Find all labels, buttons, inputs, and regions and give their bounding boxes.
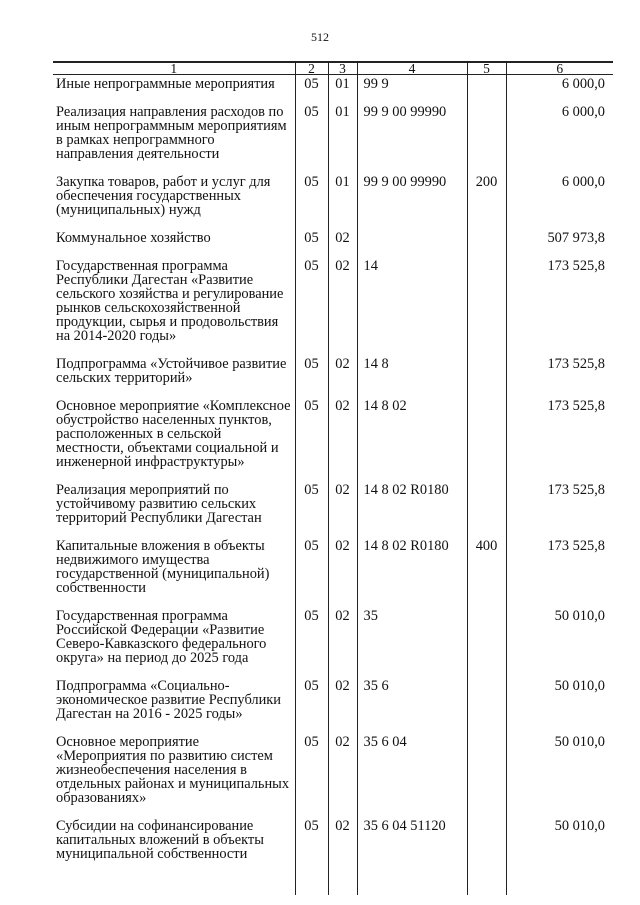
row-subsection: 01 (328, 101, 357, 171)
row-expense-type (467, 675, 506, 731)
table-header-row (53, 62, 613, 75)
row-name: Подпрограмма «Социально-экономическое развитие Республики Дагестан на 2016 - 2025 годы» (56, 678, 281, 722)
spacer-cell (467, 871, 506, 895)
row-target-article: 35 (357, 605, 467, 675)
row-amount: 6 000,0 (506, 75, 613, 102)
row-amount: 50 010,0 (506, 731, 613, 815)
row-amount: 173 525,8 (506, 395, 613, 479)
header-col-6: 6 (506, 62, 613, 75)
table-row (53, 731, 613, 815)
row-amount: 507 973,8 (506, 227, 613, 255)
table-row (53, 353, 613, 395)
row-name: Капитальные вложения в объекты недвижимого имущества государственной (муниципальной) собственности (56, 538, 270, 596)
row-subsection: 01 (328, 171, 357, 227)
row-target-article (357, 227, 467, 255)
table-continuation-space (53, 871, 613, 895)
table-row (53, 535, 613, 605)
row-name: Государственная программа Российской Федерации «Развитие Северо-Кавказского федерального округа» на период до 2025 года (56, 608, 267, 666)
row-section: 05 (295, 731, 328, 815)
row-section: 05 (295, 395, 328, 479)
row-name: Коммунальное хозяйство (56, 230, 211, 246)
table-row (53, 479, 613, 535)
row-amount: 6 000,0 (506, 101, 613, 171)
row-name: Подпрограмма «Устойчивое развитие сельских территорий» (56, 356, 287, 386)
row-section: 05 (295, 255, 328, 353)
row-name: Закупка товаров, работ и услуг для обеспечения государственных (муниципальных) нужд (56, 174, 271, 218)
row-subsection: 02 (328, 479, 357, 535)
row-subsection: 02 (328, 731, 357, 815)
row-expense-type: 400 (467, 535, 506, 605)
row-target-article: 99 9 00 99990 (357, 101, 467, 171)
row-section: 05 (295, 101, 328, 171)
row-expense-type (467, 101, 506, 171)
row-section: 05 (295, 605, 328, 675)
row-expense-type (467, 395, 506, 479)
row-section: 05 (295, 227, 328, 255)
spacer-cell (328, 871, 357, 895)
row-amount: 173 525,8 (506, 535, 613, 605)
row-expense-type (467, 255, 506, 353)
row-amount: 173 525,8 (506, 479, 613, 535)
row-expense-type (467, 227, 506, 255)
header-col-1: 1 (53, 62, 295, 75)
row-target-article: 35 6 (357, 675, 467, 731)
header-col-5: 5 (467, 62, 506, 75)
row-expense-type (467, 353, 506, 395)
row-target-article: 14 8 02 (357, 395, 467, 479)
row-subsection: 02 (328, 605, 357, 675)
row-amount: 6 000,0 (506, 171, 613, 227)
spacer-cell (53, 871, 295, 895)
row-target-article: 99 9 00 99990 (357, 171, 467, 227)
row-target-article: 14 8 (357, 353, 467, 395)
row-section: 05 (295, 75, 328, 102)
row-amount: 50 010,0 (506, 815, 613, 871)
row-expense-type (467, 815, 506, 871)
spacer-cell (506, 871, 613, 895)
row-target-article: 14 8 02 R0180 (357, 535, 467, 605)
row-target-article: 14 8 02 R0180 (357, 479, 467, 535)
row-target-article: 35 6 04 51120 (357, 815, 467, 871)
table-row (53, 815, 613, 871)
row-target-article: 14 (357, 255, 467, 353)
row-section: 05 (295, 353, 328, 395)
row-name: Реализация мероприятий по устойчивому развитию сельских территорий Республики Дагестан (56, 482, 262, 526)
row-section: 05 (295, 535, 328, 605)
row-target-article: 99 9 (357, 75, 467, 102)
row-name: Основное мероприятие «Комплексное обустройство населенных пунктов, расположенных в сельской местности, объектами социальной и инженерной инфраструктуры» (56, 398, 291, 470)
row-section: 05 (295, 479, 328, 535)
row-expense-type (467, 479, 506, 535)
row-subsection: 01 (328, 75, 357, 102)
row-amount: 173 525,8 (506, 255, 613, 353)
header-col-2: 2 (295, 62, 328, 75)
row-subsection: 02 (328, 395, 357, 479)
row-expense-type (467, 605, 506, 675)
row-expense-type (467, 731, 506, 815)
table-row (53, 227, 613, 255)
table-row (53, 101, 613, 171)
budget-table (53, 61, 613, 895)
row-subsection: 02 (328, 535, 357, 605)
row-name: Основное мероприятие «Мероприятия по развитию систем жизнеобеспечения населения в отдельных районах и муниципальных образованиях» (56, 734, 290, 806)
row-amount: 50 010,0 (506, 675, 613, 731)
table-row (53, 75, 613, 102)
row-subsection: 02 (328, 815, 357, 871)
table-row (53, 675, 613, 731)
row-section: 05 (295, 675, 328, 731)
row-target-article: 35 6 04 (357, 731, 467, 815)
row-subsection: 02 (328, 675, 357, 731)
row-section: 05 (295, 815, 328, 871)
row-subsection: 02 (328, 255, 357, 353)
row-expense-type: 200 (467, 171, 506, 227)
row-amount: 50 010,0 (506, 605, 613, 675)
row-name: Иные непрограммные мероприятия (56, 76, 275, 92)
row-amount: 173 525,8 (506, 353, 613, 395)
table-row (53, 255, 613, 353)
row-name: Реализация направления расходов по иным непрограммным мероприятиям в рамках непрограммного направления деятельности (56, 104, 287, 162)
spacer-cell (295, 871, 328, 895)
page-number: 512 (311, 30, 329, 44)
header-col-4: 4 (357, 62, 467, 75)
spacer-cell (357, 871, 467, 895)
row-section: 05 (295, 171, 328, 227)
row-subsection: 02 (328, 227, 357, 255)
row-name: Государственная программа Республики Дагестан «Развитие сельского хозяйства и регулирование рынков сельскохозяйственной продукции, сырья и продовольствия на 2014-2020 годы» (56, 258, 284, 344)
row-expense-type (467, 75, 506, 102)
header-col-3: 3 (328, 62, 357, 75)
row-name: Субсидии на софинансирование капитальных вложений в объекты муниципальной собственности (56, 818, 264, 862)
table-row (53, 605, 613, 675)
table-row (53, 171, 613, 227)
row-subsection: 02 (328, 353, 357, 395)
table-row (53, 395, 613, 479)
